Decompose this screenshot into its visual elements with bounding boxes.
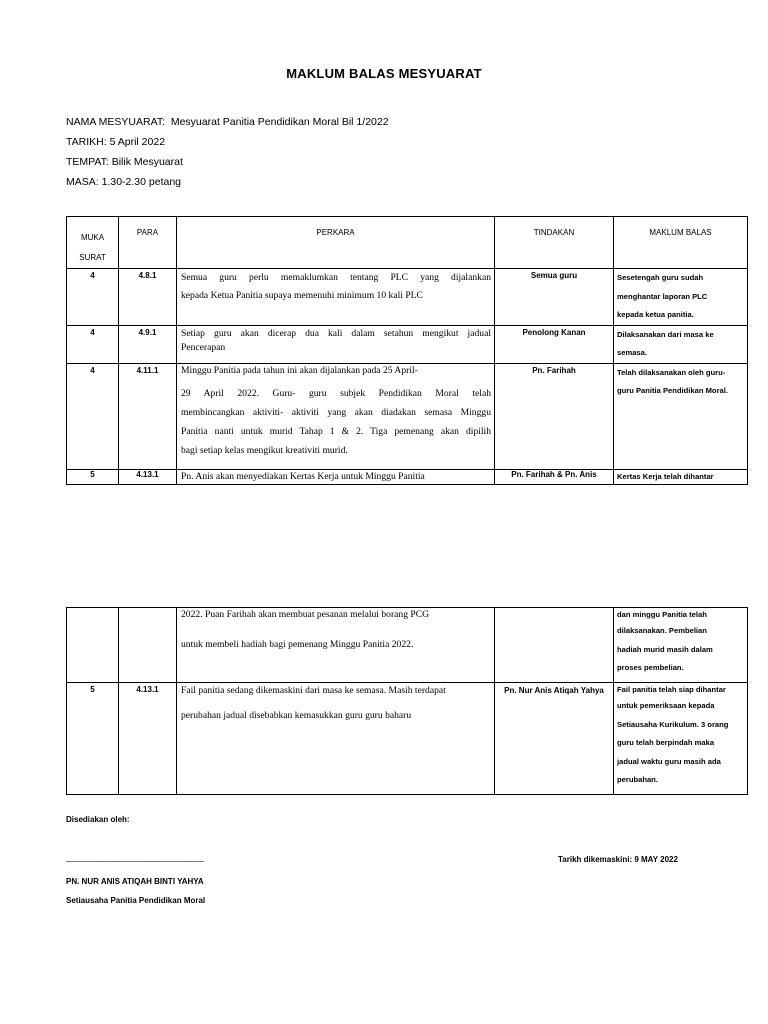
cell-para: 4.8.1 — [119, 269, 177, 326]
signatory-position: Setiausaha Panitia Pendidikan Moral — [66, 896, 206, 905]
meta-time: MASA: 1.30-2.30 petang — [66, 176, 182, 188]
cell-tindakan: Pn. Farihah & Pn. Anis — [495, 469, 614, 484]
meta-place: TEMPAT: Bilik Mesyuarat — [66, 156, 183, 168]
cell-maklum-balas: dan minggu Panitia telah dilaksanakan. Pembelian hadiah murid masih dalam proses pembelian. — [614, 608, 748, 683]
document-title: MAKLUM BALAS MESYUARAT — [286, 66, 482, 81]
table-row — [67, 363, 748, 469]
meta-meeting-name: NAMA MESYUARAT: Mesyuarat Panitia Pendidikan Moral Bil 1/2022 — [66, 116, 389, 128]
updated-date: Tarikh dikemaskini: 9 MAY 2022 — [558, 855, 678, 864]
header-tindakan: TINDAKAN — [495, 217, 614, 269]
cell-perkara: Setiap guru akan dicerap dua kali dalam setahun mengikut jadual Pencerapan — [177, 325, 495, 363]
table-row — [67, 269, 748, 326]
cell-para: 4.13.1 — [119, 683, 177, 795]
cell-para — [119, 608, 177, 683]
table-row — [67, 325, 748, 363]
cell-para: 4.11.1 — [119, 363, 177, 469]
cell-muka: 5 — [67, 469, 119, 484]
cell-maklum-balas: Sesetengah guru sudah menghantar laporan PLC kepada ketua panitia. — [614, 269, 748, 326]
header-para: PARA — [119, 217, 177, 269]
header-maklum-balas: MAKLUM BALAS — [614, 217, 748, 269]
table-row — [67, 608, 748, 683]
cell-maklum-balas: Kertas Kerja telah dihantar — [614, 469, 748, 484]
signatory-name: PN. NUR ANIS ATIQAH BINTI YAHYA — [66, 877, 204, 886]
cell-muka: 5 — [67, 683, 119, 795]
signature-line: _______________________________ — [66, 853, 204, 862]
cell-muka: 4 — [67, 325, 119, 363]
cell-muka: 4 — [67, 269, 119, 326]
cell-tindakan: Penolong Kanan — [495, 325, 614, 363]
cell-para: 4.13.1 — [119, 469, 177, 484]
cell-perkara: Fail panitia sedang dikemaskini dari masa ke semasa. Masih terdapat perubahan jadual disebabkan kemasukkan guru guru baharu — [177, 683, 495, 795]
cell-tindakan — [495, 608, 614, 683]
feedback-table-continued — [66, 607, 748, 795]
cell-muka — [67, 608, 119, 683]
cell-maklum-balas: Dilaksanakan dari masa ke semasa. — [614, 325, 748, 363]
cell-para: 4.9.1 — [119, 325, 177, 363]
prepared-by-label: Disediakan oleh: — [66, 815, 130, 824]
header-muka-surat: MUKA SURAT — [67, 217, 119, 269]
table-row — [67, 469, 748, 484]
cell-tindakan: Semua guru — [495, 269, 614, 326]
cell-tindakan: Pn. Nur Anis Atiqah Yahya — [495, 683, 614, 795]
header-perkara: PERKARA — [177, 217, 495, 269]
cell-perkara: Pn. Anis akan menyediakan Kertas Kerja untuk Minggu Panitia — [177, 469, 495, 484]
meta-date: TARIKH: 5 April 2022 — [66, 136, 166, 148]
cell-maklum-balas: Fail panitia telah siap dihantar untuk pemeriksaan kepada Setiausaha Kurikulum. 3 orang guru telah berpindah maka jadual waktu guru masih ada perubahan. — [614, 683, 748, 795]
table-row — [67, 683, 748, 795]
cell-perkara: Semua guru perlu memaklumkan tentang PLC yang dijalankan kepada Ketua Panitia supaya memenuhi minimum 10 kali PLC — [177, 269, 495, 326]
table-header-row — [67, 217, 748, 269]
cell-maklum-balas: Telah dilaksanakan oleh guru- guru Panitia Pendidikan Moral. — [614, 363, 748, 469]
cell-perkara: Minggu Panitia pada tahun ini akan dijalankan pada 25 April- 29 April 2022. Guru- guru subjek Pendidikan Moral telah membincangkan aktiviti- aktiviti yang akan diadakan semasa Minggu Panitia nanti untuk murid Tahap 1 & 2. Tiga pemenang akan dipilih bagi setiap kelas mengikut kreativiti murid. — [177, 363, 495, 469]
cell-perkara: 2022. Puan Farihah akan membuat pesanan melalui borang PCG untuk membeli hadiah bagi pemenang Minggu Panitia 2022. — [177, 608, 495, 683]
cell-muka: 4 — [67, 363, 119, 469]
cell-tindakan: Pn. Farihah — [495, 363, 614, 469]
feedback-table — [66, 216, 748, 485]
